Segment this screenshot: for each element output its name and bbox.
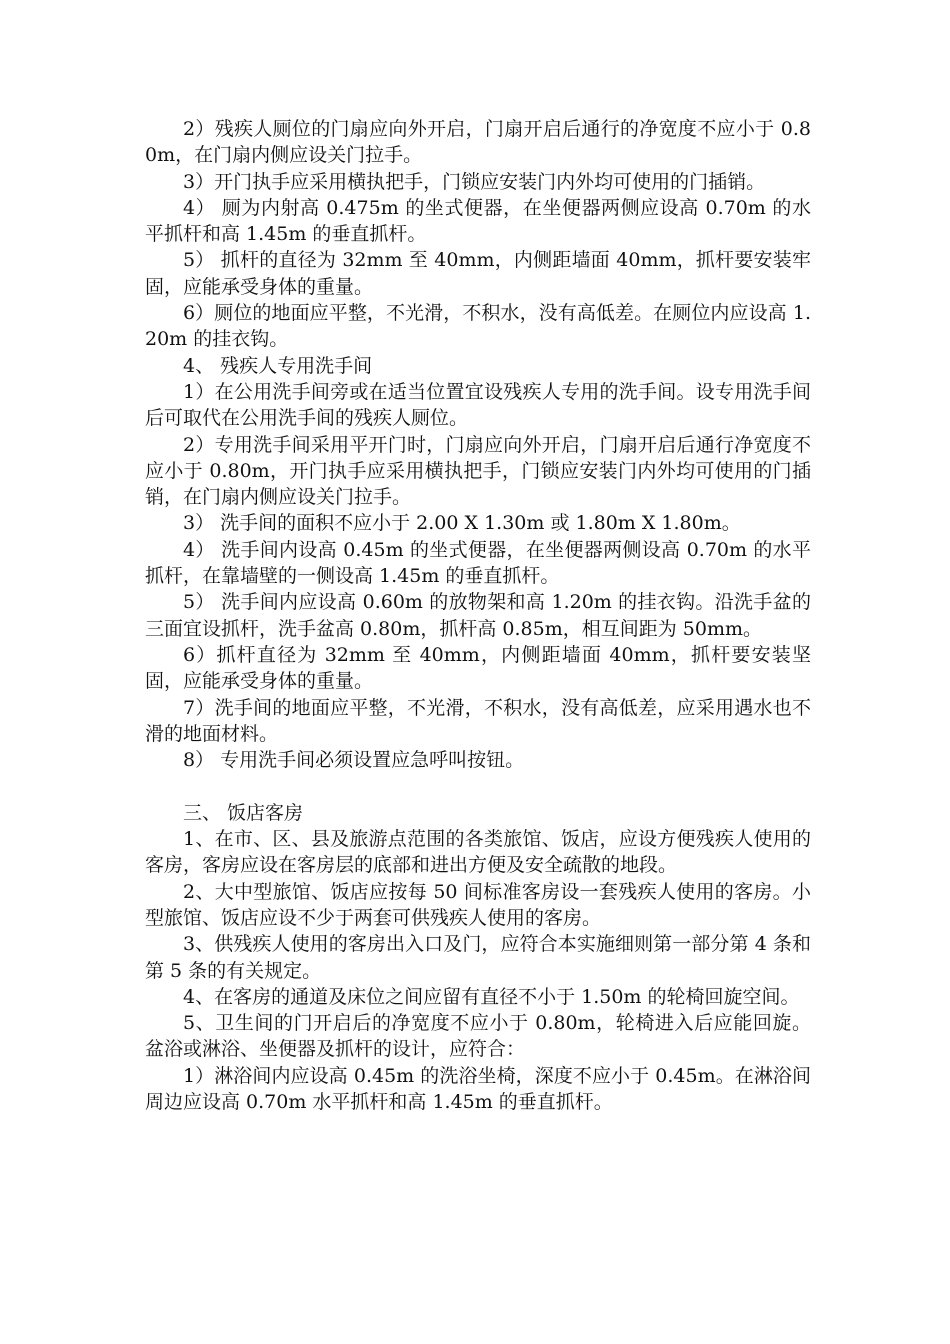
paragraph: 8） 专用洗手间必须设置应急呼叫按钮。: [183, 749, 525, 772]
paragraph: 3） 洗手间的面积不应小于 2.00 X 1.30m 或 1.80m X 1.80m。: [183, 512, 741, 535]
paragraph: 1、在市、区、县及旅游点范围的各类旅馆、饭店，应设方便残疾人使用的客房，客房应设在客房层的底部和进出方便及安全疏散的地段。: [145, 828, 811, 877]
document-page: [145, 116, 811, 1115]
subsection-heading: 4、 残疾人专用洗手间: [183, 354, 373, 377]
section-heading: 三、 饭店客房: [183, 801, 304, 824]
paragraph: 4） 洗手间内设高 0.45m 的坐式便器，在坐便器两侧设高 0.70m 的水平抓杆，在靠墙壁的一侧设高 1.45m 的垂直抓杆。: [145, 538, 811, 588]
paragraph: 1）在公用洗手间旁或在适当位置宜设残疾人专用的洗手间。设专用洗手间后可取代在公用洗手间的残疾人厕位。: [145, 380, 811, 430]
paragraph: 6）抓杆直径为 32mm 至 40mm，内侧距墙面 40mm，抓杆要安装坚固，应能承受身体的重量。: [145, 643, 811, 693]
paragraph: 4、在客房的通道及床位之间应留有直径不小于 1.50m 的轮椅回旋空间。: [183, 985, 800, 1008]
paragraph: 5） 洗手间内应设高 0.60m 的放物架和高 1.20m 的挂衣钩。沿洗手盆的三面宜设抓杆，洗手盆高 0.80m，抓杆高 0.85m，相互间距为 50mm。: [145, 591, 811, 640]
blank-line: [145, 773, 811, 799]
paragraph: 5） 抓杆的直径为 32mm 至 40mm，内侧距墙面 40mm，抓杆要安装牢固，应能承受身体的重量。: [145, 249, 811, 298]
paragraph: 3、供残疾人使用的客房出入口及门，应符合本实施细则第一部分第 4 条和第 5 条的有关规定。: [145, 933, 811, 982]
paragraph: 5、卫生间的门开启后的净宽度不应小于 0.80m，轮椅进入后应能回旋。盆浴或淋浴、坐便器及抓杆的设计，应符合：: [145, 1012, 811, 1061]
paragraph: 3）开门执手应采用横执把手，门锁应安装门内外均可使用的门插销。: [183, 170, 766, 193]
paragraph: 4） 厕为内射高 0.475m 的坐式便器，在坐便器两侧应设高 0.70m 的水平抓杆和高 1.45m 的垂直抓杆。: [145, 196, 811, 246]
paragraph: 2）残疾人厕位的门扇应向外开启，门扇开启后通行的净宽度不应小于 0.80m，在门扇内侧应设关门拉手。: [145, 118, 811, 167]
paragraph: 2）专用洗手间采用平开门时，门扇应向外开启，门扇开启后通行净宽度不应小于 0.80m，开门执手应采用横执把手，门锁应安装门内外均可使用的门插销，在门扇内侧应设关门拉手。: [145, 433, 811, 509]
paragraph: 2、大中型旅馆、饭店应按每 50 间标准客房设一套残疾人使用的客房。小型旅馆、饭店应设不少于两套可供残疾人使用的客房。: [145, 880, 811, 929]
paragraph: 6）厕位的地面应平整，不光滑，不积水，没有高低差。在厕位内应设高 1.20m 的挂衣钩。: [145, 302, 811, 351]
paragraph: 1）淋浴间内应设高 0.45m 的洗浴坐椅，深度不应小于 0.45m。在淋浴间周边应设高 0.70m 水平抓杆和高 1.45m 的垂直抓杆。: [145, 1064, 811, 1113]
paragraph: 7）洗手间的地面应平整，不光滑，不积水，没有高低差，应采用遇水也不滑的地面材料。: [145, 696, 811, 745]
